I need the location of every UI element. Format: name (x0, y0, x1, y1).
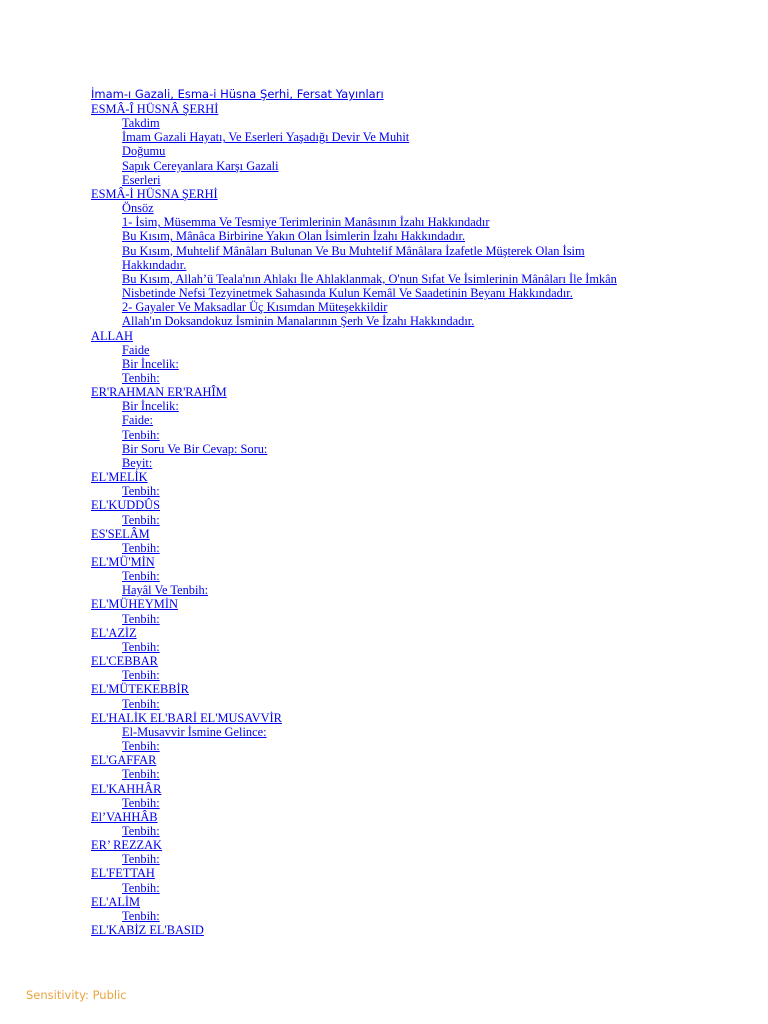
toc-section-link[interactable]: EL'KABİZ EL'BASID (91, 923, 204, 938)
toc-section-link[interactable]: EL'CEBBAR (91, 654, 158, 669)
toc-subsection-link[interactable]: Bu Kısım, Allah’ü Teala'nın Ahlakı İle Ahlaklanmak, O'nun Sıfat Ve İsimlerinin Mânâları İle İmkân (122, 271, 617, 286)
toc-subsection-link[interactable]: Tenbih: (122, 739, 160, 754)
toc-subsection-link[interactable]: Tenbih: (122, 852, 160, 867)
toc-subsection-link[interactable]: Tenbih: (122, 880, 160, 895)
toc-subsection-link[interactable]: Hayâl Ve Tenbih: (122, 583, 209, 598)
toc-section-link[interactable]: EL'MÜTEKEBBİR (91, 682, 189, 697)
toc-section-link[interactable]: ER’ REZZAK (91, 838, 163, 853)
toc-subsection-link[interactable]: Bu Kısım, Muhtelif Mânâları Bulunan Ve Bu Muhtelif Mânâlara İzafetle Müşterek Olan İsim (122, 243, 585, 258)
toc-section-link[interactable]: EL'AZİZ (91, 625, 137, 640)
toc-subsection-link[interactable]: Tenbih: (122, 569, 160, 584)
toc-entries (91, 102, 731, 937)
toc-section-link[interactable]: EL'MÜ'MİN (91, 555, 155, 569)
toc-subsection-link[interactable]: Doğumu (122, 144, 166, 159)
toc-subsection-link[interactable]: Tenbih: (122, 823, 160, 838)
toc-subsection-link[interactable]: Tenbih: (122, 767, 160, 782)
toc-section-link[interactable]: EL'HALİK EL'BARİ EL'MUSAVVİR (91, 710, 282, 725)
toc-subsection-link[interactable]: Tenbih: (122, 512, 160, 527)
toc-subsection-link[interactable]: Tenbih: (122, 427, 160, 442)
table-of-contents (91, 86, 731, 937)
toc-subsection-link[interactable]: Hakkındadır. (122, 257, 187, 272)
toc-subsection-link[interactable]: Tenbih: (122, 795, 160, 810)
toc-subsection-link[interactable]: 2- Gayaler Ve Maksadlar Üç Kısımdan Müteşekkildir (122, 300, 388, 315)
toc-subsection-link[interactable]: Tenbih: (122, 611, 160, 626)
toc-subsection-link[interactable]: Bir İncelik: (122, 399, 179, 414)
toc-subsection-link[interactable]: Bu Kısım, Mânâca Birbirine Yakın Olan İsimlerin İzahı Hakkındadır. (122, 229, 466, 244)
toc-subsection-link[interactable]: Sapık Cereyanlara Karşı Gazali (122, 158, 279, 173)
toc-subsection-link[interactable]: Nisbetinde Nefsi Tezyinetmek Sahasında Kulun Kemâl Ve Saadetinin Beyanı Hakkındadır. (122, 286, 573, 301)
toc-section-link[interactable]: EL'KAHHÂR (91, 781, 162, 796)
toc-section-link[interactable]: EL'ALİM (91, 894, 141, 909)
toc-subsection-link[interactable]: Önsöz (122, 201, 154, 216)
toc-subsection-link[interactable]: Bir İncelik: (122, 356, 179, 371)
toc-subsection-link[interactable]: Tenbih: (122, 908, 160, 923)
toc-section-link[interactable]: ES'SELÂM (91, 526, 150, 541)
toc-section-link[interactable]: EL'GAFFAR (91, 753, 157, 768)
toc-subsection-link[interactable]: Faide (122, 342, 150, 357)
toc-section-link[interactable]: EL'MÜHEYMİN (91, 597, 178, 612)
toc-section-link[interactable]: El’VAHHÂB (91, 809, 158, 824)
toc-section-link[interactable]: ALLAH (91, 328, 133, 343)
toc-section-link[interactable]: EL'KUDDÛS (91, 498, 161, 513)
toc-subsection-link[interactable]: Beyit: (122, 455, 153, 470)
toc-subsection-link[interactable]: Tenbih: (122, 540, 160, 555)
toc-subsection-link[interactable]: Tenbih: (122, 696, 160, 711)
toc-section-link[interactable]: ESMÂ-Î HÜSNÂ ŞERHİ (91, 102, 219, 116)
toc-section-link[interactable]: ESMÂ-İ HÜSNA ŞERHİ (91, 186, 218, 201)
toc-subsection-link[interactable]: Tenbih: (122, 370, 160, 385)
toc-subsection-link[interactable]: Allah'ın Doksandokuz İsminin Manalarının Şerh Ve İzahı Hakkındadır. (122, 314, 475, 329)
toc-subsection-link[interactable]: Eserleri (122, 172, 161, 187)
toc-subsection-link[interactable]: 1- İsim, Müsemma Ve Tesmiye Terimlerinin Manâsının İzahı Hakkındadır (122, 215, 490, 230)
toc-subsection-link[interactable]: Takdim (122, 116, 160, 131)
toc-subsection-link[interactable]: Faide: (122, 413, 153, 428)
sensitivity-label: Sensitivity: Public (26, 988, 127, 1002)
toc-section-link[interactable]: EL'FETTAH (91, 866, 155, 881)
toc-subsection-link[interactable]: Tenbih: (122, 668, 160, 683)
toc-subsection-link[interactable]: İmam Gazali Hayatı, Ve Eserleri Yaşadığı Devir Ve Muhit (122, 130, 410, 145)
document-title-link[interactable]: İmam-ı Gazali, Esma-i Hüsna Şerhi, Fersat Yayınları (91, 87, 384, 101)
toc-subsection-link[interactable]: Tenbih: (122, 484, 160, 499)
toc-subsection-link[interactable]: El-Musavvir İsmine Gelince: (122, 724, 267, 739)
toc-subsection-link[interactable]: Bir Soru Ve Bir Cevap: Soru: (122, 441, 268, 456)
toc-section-link[interactable]: ER'RAHMAN ER'RAHÎM (91, 385, 227, 400)
toc-subsection-link[interactable]: Tenbih: (122, 639, 160, 654)
toc-section-link[interactable]: EL'MELİK (91, 470, 148, 485)
